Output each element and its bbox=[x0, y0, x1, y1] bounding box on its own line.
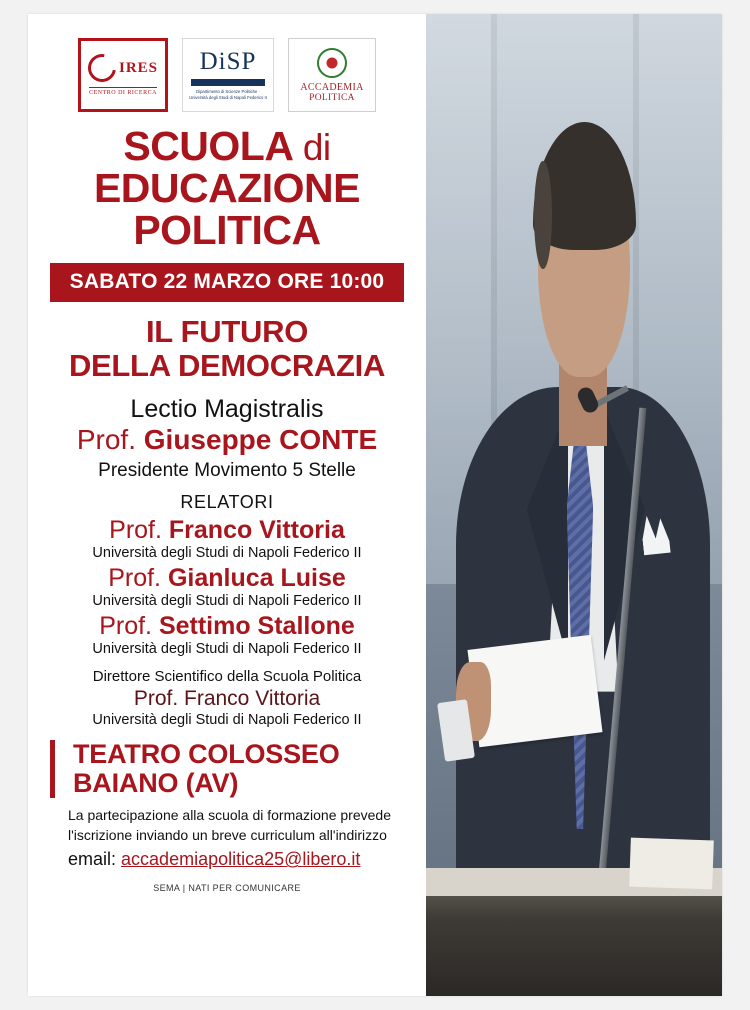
speaker-photo bbox=[426, 14, 722, 996]
relatori-label: RELATORI bbox=[180, 491, 274, 512]
relatore-prefix: Prof. bbox=[99, 611, 152, 640]
ires-logo bbox=[78, 38, 168, 112]
scientific-director-label: Direttore Scientifico della Scuola Politica bbox=[92, 667, 362, 685]
venue-block bbox=[50, 740, 418, 798]
relatore-name: Gianluca Luise bbox=[167, 563, 346, 592]
event-poster bbox=[28, 14, 722, 996]
photo-canvas bbox=[426, 14, 722, 996]
relatore-item bbox=[36, 516, 418, 561]
sideburn bbox=[534, 161, 552, 269]
registration-info-line2: l'iscrizione inviando un breve curriculum all'indirizzo bbox=[68, 827, 387, 844]
relatore-item bbox=[36, 564, 418, 609]
disp-logo bbox=[182, 38, 274, 112]
headline-line3: POLITICA bbox=[133, 206, 321, 253]
scientific-director-name: Prof. Franco Vittoria bbox=[133, 686, 321, 710]
event-subject bbox=[36, 315, 418, 381]
disp-logo-bar bbox=[191, 79, 265, 86]
event-subject-line1: IL FUTURO bbox=[145, 314, 309, 350]
main-speaker-prefix: Prof. bbox=[76, 423, 136, 455]
disp-logo-word: DiSP bbox=[199, 47, 257, 75]
scientific-director-affiliation: Università degli Studi di Napoli Federico II bbox=[92, 711, 362, 728]
registration-info-line1: La partecipazione alla scuola di formazione prevede bbox=[68, 806, 391, 823]
event-date-band: SABATO 22 MARZO ORE 10:00 bbox=[50, 263, 404, 302]
ring-icon bbox=[82, 49, 121, 88]
scientific-director-block bbox=[36, 668, 418, 728]
accademia-politica-logo bbox=[288, 38, 376, 112]
relatore-prefix: Prof. bbox=[108, 563, 161, 592]
main-speaker-name: Giuseppe CONTE bbox=[143, 423, 378, 455]
accademia-logo-line1: ACCADEMIA bbox=[300, 81, 364, 93]
ires-logo-word: IRES bbox=[118, 59, 159, 76]
disp-logo-subtitle: Dipartimento di Scienze Politiche · Università degli Studi di Napoli Federico II bbox=[189, 88, 267, 100]
logo-row bbox=[36, 14, 418, 112]
relatore-name: Settimo Stallone bbox=[158, 611, 355, 640]
headline-line1: SCUOLA bbox=[123, 123, 292, 169]
circle-icon bbox=[317, 48, 347, 78]
poster-footer-credit: SEMA | NATI PER COMUNICARE bbox=[153, 882, 301, 893]
ires-logo-mark bbox=[88, 54, 158, 82]
lectio-magistralis-label: Lectio Magistralis bbox=[130, 394, 324, 423]
poster-text-column bbox=[28, 14, 426, 996]
relatore-affiliation: Università degli Studi di Napoli Federico II bbox=[92, 544, 362, 561]
relatore-affiliation: Università degli Studi di Napoli Federico II bbox=[92, 592, 362, 609]
accademia-logo-line2: POLITICA bbox=[309, 92, 355, 103]
event-subject-line2: DELLA DEMOCRAZIA bbox=[68, 347, 386, 383]
headline-line1-connector: di bbox=[302, 127, 331, 168]
main-speaker bbox=[36, 425, 418, 456]
relatore-name: Franco Vittoria bbox=[168, 515, 345, 544]
relatore-prefix: Prof. bbox=[109, 515, 162, 544]
contact-email[interactable]: accademiapolitica25@libero.it bbox=[121, 849, 361, 870]
relatore-item bbox=[36, 612, 418, 657]
desk-paper bbox=[629, 837, 714, 889]
poster-headline bbox=[36, 123, 418, 253]
relatore-affiliation: Università degli Studi di Napoli Federico II bbox=[92, 640, 362, 657]
email-label: email: bbox=[68, 849, 117, 870]
venue-line2: BAIANO (AV) bbox=[73, 767, 239, 798]
main-speaker-role: Presidente Movimento 5 Stelle bbox=[98, 459, 356, 481]
ires-logo-subtitle: CENTRO DI RICERCA bbox=[89, 87, 157, 96]
venue-line1: TEATRO COLOSSEO bbox=[73, 738, 340, 769]
headline-line2: EDUCAZIONE bbox=[93, 164, 361, 211]
registration-info bbox=[68, 805, 404, 873]
